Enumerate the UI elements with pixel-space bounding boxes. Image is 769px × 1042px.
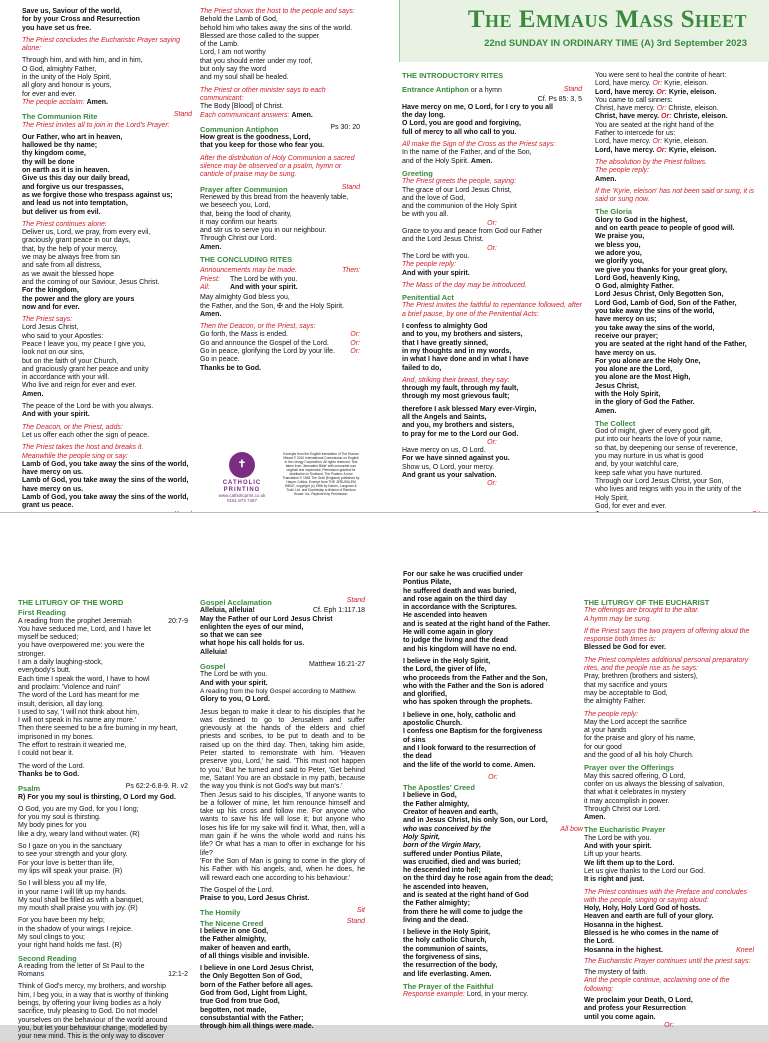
introductory-rites-heading: THE INTRODUCTORY RITES xyxy=(402,71,504,80)
dismissal-line: Go in peace. xyxy=(200,356,240,364)
greeting-heading: Greeting xyxy=(402,168,433,178)
response: And with your spirit. xyxy=(584,843,652,851)
creed-text: Holy Spirit, born of the Virgin Mary, xyxy=(403,833,482,850)
kyrie-invocation: You were sent to heal the contrite of heart: Lord, have mercy. Or: Kyrie, eleison. xyxy=(595,72,727,88)
creed-text: I believe in the Holy Spirit, the Lord, the giver of life, who proceeds from the Father and the Son, who with the Father and the Son is adored and glorified, who has spoken through the prophets. xyxy=(403,657,548,707)
dismissal-line: Go forth, the Mass is ended. Or: xyxy=(200,331,360,339)
reading-intro: A reading from the prophet Jeremiah 20:7-9 xyxy=(18,617,188,625)
page2-column-4 xyxy=(584,513,754,1029)
rubric: If the 'Kyrie, eleison' has not been said or sung, it is said or sung now. xyxy=(595,187,755,204)
creed-text: I believe in the Holy Spirit, the holy catholic Church, the communion of saints, the forgiveness of sins, the resurrection of the body, and life everlasting. Amen. xyxy=(403,929,498,978)
rubric: The Priest greets the people, saying: xyxy=(402,178,517,186)
thanks-response: Thanks be to God. xyxy=(200,364,262,372)
section-header: The Homily Sit xyxy=(200,907,365,918)
gospel-text: Jesus began to make it clear to his disciples that he was destined to go to Jerusalem and suffer grievously at the hands of the elders and chief priests and scribes, to be put to death and to be raised up on the third day. Then, taking him aside, Peter started to remonstrate with him. 'Heaven preserve you, Lord,' he said. 'This must not happen to you.' But he turned and said to Peter, 'Get behind me, Satan! You are an obstacle in my path, because the way you think is not God's way but man's.' Then Jesus said to his disciples, 'If anyone wants to be a follower of mine, let him renounce himself and take up his cross and follow me. For anyone who wants to save his life will lose it; but anyone who loses his life for my sake will find it. What, then, will a man gain if he wins the whole world and ruins his life? Or what has a man to offer in exchange for his life? 'For the Son of Man is going to come in the glory of his Father with his angels, and, when he does, he will reward each one according to his behaviour.' xyxy=(200,708,365,882)
or-divider: Or: xyxy=(487,219,497,227)
or-divider: Or: xyxy=(664,1021,674,1029)
prayer-faithful-heading: The Prayer of the Faithful xyxy=(403,981,494,991)
sheet-subtitle: 22nd SUNDAY IN ORDINARY TIME (A) 3rd September 2023 xyxy=(484,38,747,49)
amen-response: Amen. xyxy=(200,243,222,251)
second-reading-text: Think of God's mercy, my brothers, and worship him, I beg you, in a way that is worthy of thinking beings, by offering your living bodies as a holy sacrifice, truly pleasing to God. Do not model yourselves on the behaviour of the world around you, but let your behaviour change, modelled by your new mind. This is the only way to discover xyxy=(18,983,169,1041)
or-divider: Or: xyxy=(487,480,497,488)
response: Praise to you, Lord Jesus Christ. xyxy=(200,895,310,903)
sheet-page-2 xyxy=(0,512,768,1041)
publisher-contact: www.catholicprint.co.uk 0161 873 7457 xyxy=(218,493,266,503)
page1-column-1 xyxy=(22,0,192,512)
reading-intro: A reading from the letter of St Paul to the Romans 12:1-2 xyxy=(18,962,188,979)
embolism-text: Deliver us, Lord, we pray, from every evil, graciously grant peace in our days, that, by the help of your mercy, we may be always free from sin and safe from all distress, as we await the blessed hope and the coming of our Saviour, Jesus Christ. xyxy=(22,229,160,286)
blessing-text: May almighty God bless you, the Father, and the Son, ✠ and the Holy Spirit. xyxy=(200,294,345,310)
word-of-lord: The word of the Lord. xyxy=(18,762,85,770)
response: Blessed be God for ever. xyxy=(584,644,667,652)
gloria-heading: The Gloria xyxy=(595,207,633,217)
behold-text: Behold the Lamb of God, behold him who takes away the sins of the world. Blessed are those called to the supper of the Lamb. Lord, I am not worthy that you should enter under my roof, but only say the word and my soul shall be healed. xyxy=(200,16,353,82)
kyrie-response: Christ, have mercy. Or: Christe, eleison. xyxy=(595,113,728,121)
rubric: The people reply: xyxy=(584,710,639,718)
rubric: And, striking their breast, they say: xyxy=(402,376,510,384)
publisher-logo xyxy=(212,452,272,503)
concluding-rites-heading: THE CONCLUDING RITES xyxy=(200,255,293,265)
rubric: The Priest concludes the Eucharistic Prayer saying alone: xyxy=(22,36,180,53)
prayer-after-communion-text: Renewed by this bread from the heavenly table, we beseech you, Lord, that, being the food of charity, it may confirm our hearts and stir us to serve you in our neighbour. Through Christ our Lord. xyxy=(200,193,349,243)
rubric: All make the Sign of the Cross as the Priest says: xyxy=(402,141,556,149)
kyrie-invocation: You came to call sinners: Christ, have mercy. Or: Christe, eleison. xyxy=(595,96,719,113)
rubric: Then the Deacon, or the Priest, says: xyxy=(200,323,316,331)
kyrie-response: Lord, have mercy. Or: Kyrie, eleison. xyxy=(595,146,717,154)
reference: Cf. Ps 85: 3, 5 xyxy=(537,95,582,103)
response: And with your spirit. xyxy=(200,679,268,687)
gospel-of-lord: The Gospel of the Lord. xyxy=(200,886,274,894)
section-header: The Nicene Creed Stand xyxy=(200,917,365,928)
publisher-box xyxy=(200,452,360,512)
body-of-christ: The Body [Blood] of Christ. xyxy=(200,103,284,111)
or-divider: Or: xyxy=(488,773,498,781)
confiteor-part-3: therefore I ask blessed Mary ever-Virgin, all the Angels and Saints, and you, my brothers and sisters, to pray for me to the Lord our God. xyxy=(402,405,537,438)
page2-column-2 xyxy=(200,513,365,1031)
creed-text: I believe in God, the Father almighty, Creator of heaven and earth, and in Jesus Christ, his only Son, our Lord, xyxy=(403,792,548,825)
mercy-line: And grant us your salvation. xyxy=(402,472,497,480)
amen-response: Amen. xyxy=(595,175,617,183)
or-divider: Or: xyxy=(487,438,497,446)
first-reading-text: You have seduced me, Lord, and I have let myself be seduced; you have overpowered me: you were the stronger. I am a daily laughing-stock, everybody's butt. Each time I speak the word, I have to howl and proclaim: 'Violence and ruin!' The word of the Lord has meant for me insult, derision, all day long. I used to say, 'I will not think about him, I will not speak in his name any more.' Then there seemed to be a fire burning in my heart, imprisoned in my bones. The effort to restrain it wearied me, I could not bear it. xyxy=(18,625,178,758)
psalm-response: R) For you my soul is thirsting, O Lord my God. xyxy=(18,793,176,801)
section-header: The Communion Rite Stand xyxy=(22,111,192,122)
dialogue: The Lord be with you. xyxy=(584,834,652,842)
rubric: The Mass of the day may be introduced. xyxy=(402,281,527,289)
amen-response: Amen. xyxy=(584,814,606,822)
dialogue: Lift up your hearts. xyxy=(584,851,642,859)
response: It is right and just. xyxy=(584,876,645,884)
rubric: The Priest or other minister says to each communicant: xyxy=(200,86,326,102)
sheet-title: The Emmaus Mass Sheet xyxy=(467,6,747,33)
response: And with your spirit. xyxy=(22,411,90,419)
gospel-header: Gospel Matthew 16:21-27 xyxy=(200,661,365,672)
doxology-text: Through him, and with him, and in him, O God, almighty Father, in the unity of the Holy Spirit, all glory and honour is yours, for ever and ever. xyxy=(22,57,143,98)
kyrie-invocation: You are seated at the right hand of the Father to intercede for us: Lord, have mercy. Or: Kyrie, eleison. xyxy=(595,121,714,146)
prayer-offerings-heading: Prayer over the Offerings xyxy=(584,763,675,773)
greeting-text: The grace of our Lord Jesus Christ, and the love of God, and the communion of the Holy Spirit be with you all. xyxy=(402,186,517,219)
rubric: The Eucharistic Prayer continues until the priest says: xyxy=(584,957,751,965)
thanks-response: Thanks be to God. xyxy=(18,770,80,778)
memorial-acclamation: We proclaim your Death, O Lord, and profess your Resurrection until you come again. xyxy=(584,997,693,1021)
dismissal-line: Go in peace, glorifying the Lord by your life. Or: xyxy=(200,347,360,355)
collect-heading: The Collect xyxy=(595,418,636,428)
section-header: Communion Antiphon Ps 30: 20 xyxy=(200,123,360,134)
communion-antiphon-text: How great is the goodness, Lord, that you keep for those who fear you. xyxy=(200,134,325,150)
hosanna-line: Hosanna in the highest. Kneel xyxy=(584,946,754,954)
lamb-of-god-text: Lamb of God, you take away the sins of the world, have mercy on us. Lamb of God, you take away the sins of the world, have mercy on us. Lamb of God, you take away the sins of the world, grant us peace. xyxy=(22,460,189,510)
psalm-header: Psalm Ps 62:2-6.8-9. R. v2 xyxy=(18,783,188,794)
rubric: The people reply: xyxy=(595,167,650,175)
rubric: The Priest invites the faithful to repentance followed, after a brief pause, by one of the Penitential Acts: xyxy=(402,302,582,318)
response-example: Response example: Lord, in your mercy. xyxy=(403,991,529,999)
rubric: The Priest invites all to join in the Lord's Prayer: xyxy=(22,121,170,129)
alleluia-line: Alleluia, alleluia! Cf. Eph 1:117.18 xyxy=(200,607,365,615)
dialogue: The Lord be with you. xyxy=(200,671,268,679)
page1-column-3 xyxy=(402,66,582,512)
acclamation-text: May the Father of our Lord Jesus Christ enlighten the eyes of our mind, so that we can see what hope his call holds for us. Alleluia! xyxy=(200,615,333,656)
communicant-answer: Each communicant answers: Amen. xyxy=(200,111,313,119)
suscipiat-text: May the Lord accept the sacrifice at your hands for the praise and glory of his name, for our good and the good of all his holy Church. xyxy=(584,718,696,760)
entrance-antiphon-text: Have mercy on me, O Lord, for I cry to you all the day long. O Lord, you are good and forgiving, full of mercy to all who call to you. xyxy=(402,103,553,136)
reading-intro: A reading from the holy Gospel according to Matthew. xyxy=(200,687,357,695)
sign-of-peace-text: Let us offer each other the sign of peace. xyxy=(22,431,150,439)
page1-column-2 xyxy=(200,0,360,512)
greeting-text-2: Grace to you and peace from God our Father and the Lord Jesus Christ. xyxy=(402,228,543,244)
creed-text: I believe in one Lord Jesus Christ, the Only Begotten Son of God, born of the Father before all ages. God from God, Light from Light, true God from true God, begotten, not made, consubstantial with the Father; through him all things were made. xyxy=(200,965,314,1031)
page2-column-1 xyxy=(18,513,188,1041)
peace-greeting: The peace of the Lord be with you always. xyxy=(22,403,154,411)
rubric: The absolution by the Priest follows. xyxy=(595,158,708,166)
section-header: Entrance Antiphon or a hymn Stand xyxy=(402,85,582,95)
second-reading-heading: Second Reading xyxy=(18,953,77,963)
mercy-line: Have mercy on us, O Lord. xyxy=(402,447,486,455)
or-divider: Or: xyxy=(487,244,497,252)
acclamation-text: Save us, Saviour of the world, for by your Cross and Resurrection you have set us free. xyxy=(22,8,140,32)
section-header: Prayer after Communion Stand xyxy=(200,183,360,194)
rubric: The Priest takes the host and breaks it. Meanwhile the people sing or say: xyxy=(22,444,144,460)
collect-text: God of might, giver of every good gift, put into our hearts the love of your name, so that, by deepening our sense of reverence, you may nurture in us what is good and, by your watchful care, keep safe what you have nurtured. Through our Lord Jesus Christ, your Son, who lives and reigns with you in the unity of the Holy Spirit, God, for ever and ever. xyxy=(595,428,742,510)
acclaim-line: The people acclaim: Amen. xyxy=(22,98,109,106)
copyright-notice: Excerpts from the English translation of The Roman Missal © 2010 International Commission on English in the Liturgy Corporation. All rights reserved. Text taken from 'Jerusalem Bible' with concordat cum originali and imprimatur. Permission granted for distribution in Scotland. The Psalms: A new Translation © 1963 The Grail (England) published by Harper Collins. Excerpt from THE JERUSALEM BIBLE, copyright (c) 1966 by Darton, Longman & Todd. Ltd. and Doubleday a division of Random House. Inc. Reprinted by Permission. xyxy=(282,452,360,496)
sheet-page-1 xyxy=(0,0,768,512)
confiteor-part-2: through my fault, through my fault, through my most grievous fault; xyxy=(402,385,519,401)
psalm-verse: So I will bless you all my life, in your name I will lift up my hands. My soul shall be filled as with a banquet, my mouth shall praise you with joy. (R) xyxy=(18,880,144,913)
response: Glory to you, O Lord. xyxy=(200,696,270,704)
rubric: The offerings are brought to the altar. A hymn may be sung. xyxy=(584,607,700,623)
rubric: The people reply: xyxy=(402,261,457,269)
dismissal-line: Go and announce the Gospel of the Lord. Or: xyxy=(200,339,360,347)
amen-response: Amen. xyxy=(200,310,222,318)
chalice-icon: ✝ xyxy=(229,452,255,478)
response: And with your spirit. xyxy=(402,269,470,277)
section-header: Gospel Acclamation Stand xyxy=(200,597,365,607)
prayer-offerings-text: May this sacred offering, O Lord, confer on us always the blessing of salvation, that what it celebrates in mystery it may accomplish in power. Through Christ our Lord. xyxy=(584,772,725,813)
rubric: The Priest says: xyxy=(22,316,73,324)
rubric: The Deacon, or the Priest, adds: xyxy=(22,423,123,431)
first-reading-heading: First Reading xyxy=(18,608,66,618)
lords-prayer-text: Our Father, who art in heaven, hallowed be thy name; thy kingdom come, thy will be done on earth as it is in heaven. Give us this day our daily bread, and forgive us our trespasses, as we forgive those who trespass against us; and lead us not into temptation, but deliver us from evil. xyxy=(22,133,173,216)
page2-column-3 xyxy=(403,513,583,1025)
publisher-name: CATHOLIC PRINTING xyxy=(222,480,262,493)
eucharistic-prayer-heading: The Eucharistic Prayer xyxy=(584,825,666,835)
creed-text: I believe in one, holy, catholic and apostolic Church. I confess one Baptism for the forgiveness of sins and I look forward to the resurrection of the dead and the life of the world to come. Amen. xyxy=(403,711,543,769)
rubric: After the distribution of Holy Communion a sacred silence may be observed or a psalm, hymn or canticle of praise may be sung. xyxy=(200,154,355,179)
confiteor-part-1: I confess to almighty God and to you, my brothers and sisters, that I have greatly sinned, in my thoughts and in my words, in what I have done and in what I have failed to do, xyxy=(402,323,529,372)
psalm-verse: So I gaze on you in the sanctuary to see your strength and your glory. For your love is better than life, my lips will speak your praise. (R) xyxy=(18,843,128,875)
rubric: The Priest shows the host to the people and says: xyxy=(200,8,355,15)
rubric: And the people continue, acclaiming one of the following: xyxy=(584,977,730,993)
penitential-act-heading: Penitential Act xyxy=(402,293,454,303)
greeting-text-3: The Lord be with you. xyxy=(402,252,470,260)
rubric: The Priest completes additional personal preparatory rites, and the people rise as he says: xyxy=(584,656,749,673)
amen-response: Amen. xyxy=(22,390,44,398)
dialogue-priest: Priest: The Lord be with you. xyxy=(200,275,298,283)
dialogue-all: All: And with your spirit. xyxy=(200,283,298,291)
rubric: The Priest continues with the Preface and concludes with the people, singing or saying aloud: xyxy=(584,888,748,904)
response: We lift them up to the Lord. xyxy=(584,859,675,867)
page1-column-4 xyxy=(595,66,760,512)
psalm-verse: O God, you are my God, for you I long; for you my soul is thirsting. My body pines for you like a dry, weary land without water. (R) xyxy=(18,805,140,838)
psalm-verse: For you have been my help; in the shadow of your wings I rejoice. My soul clings to you; your right hand holds me fast. (R) xyxy=(18,917,133,950)
creed-text: I believe in one God, the Father almighty, maker of heaven and earth, of all things visible and invisible. xyxy=(200,927,310,960)
rubric: The Priest continues alone: xyxy=(22,220,107,228)
orate-fratres: Pray, brethren (brothers and sisters), that my sacrifice and yours may be acceptable to God, the almighty Father. xyxy=(584,673,698,706)
dialogue: Let us give thanks to the Lord our God. xyxy=(584,867,706,875)
rubric: If the Priest says the two prayers of offering aloud the response both times is: xyxy=(584,627,750,644)
mass-sheet-banner xyxy=(399,0,769,62)
peace-prayer: Lord Jesus Christ, who said to your Apostles: Peace I leave you, my peace I give you, look not on our sins, but on the faith of your Church, and graciously grant her peace and unity in accordance with your will. Who live and reign for ever and ever. xyxy=(22,324,149,390)
liturgy-word-heading: THE LITURGY OF THE WORD xyxy=(18,598,124,607)
creed-text: For our sake he was crucified under Pontius Pilate, he suffered death and was buried, and rose again on the third day in accordance with the Scriptures. He ascended into heaven and is seated at the right hand of the Father. He will come again in glory to judge the living and the dead and his kingdom will have no end. xyxy=(403,571,551,653)
creed-text: suffered under Pontius Pilate, was crucified, died and was buried; he descended into hell; on the third day he rose again from the dead; he ascended into heaven, and is seated at the right hand of God the Father almighty; from there he will come to judge the living and the dead. xyxy=(403,850,554,924)
sign-of-cross: In the name of the Father, and of the Son, and of the Holy Spirit. Amen. xyxy=(402,149,532,165)
mercy-line: For we have sinned against you. xyxy=(402,455,510,463)
sanctus-text: Holy, Holy, Holy Lord God of hosts. Heaven and earth are full of your glory. Hosanna in the highest. Blessed is he who comes in the name of the Lord. xyxy=(584,905,719,946)
kyrie-response: Lord, have mercy. Or: Kyrie, eleison. xyxy=(595,88,717,96)
doxology-response: For the kingdom, the power and the glory are yours now and for ever. xyxy=(22,287,135,311)
gloria-text: Glory to God in the highest, and on earth peace to people of good will. We praise you, we bless you, we adore you, we glorify you, we give you thanks for your great glory, Lord God, heavenly King, O God, almighty Father. Lord Jesus Christ, Only Begotten Son, Lord God, Lamb of God, Son of the Father, you take away the sins of the world, have mercy on us; you take away the sins of the world, receive our prayer; you are seated at the right hand of the Father, have mercy on us. For you alone are the Holy One, you alone are the Lord, you alone are the Most High, Jesus Christ, with the Holy Spirit, in the glory of God the Father. Amen. xyxy=(595,216,747,415)
apostles-creed-heading: The Apostles' Creed xyxy=(403,783,475,793)
mystery-of-faith: The mystery of faith. xyxy=(584,969,648,977)
creed-bow-line: who was conceived by the All bow xyxy=(403,825,583,833)
mercy-line: Show us, O Lord, your mercy. xyxy=(402,463,495,471)
liturgy-eucharist-heading: THE LITURGY OF THE EUCHARIST xyxy=(584,598,710,607)
announcements-line: Announcements may be made. Then: xyxy=(200,267,360,275)
